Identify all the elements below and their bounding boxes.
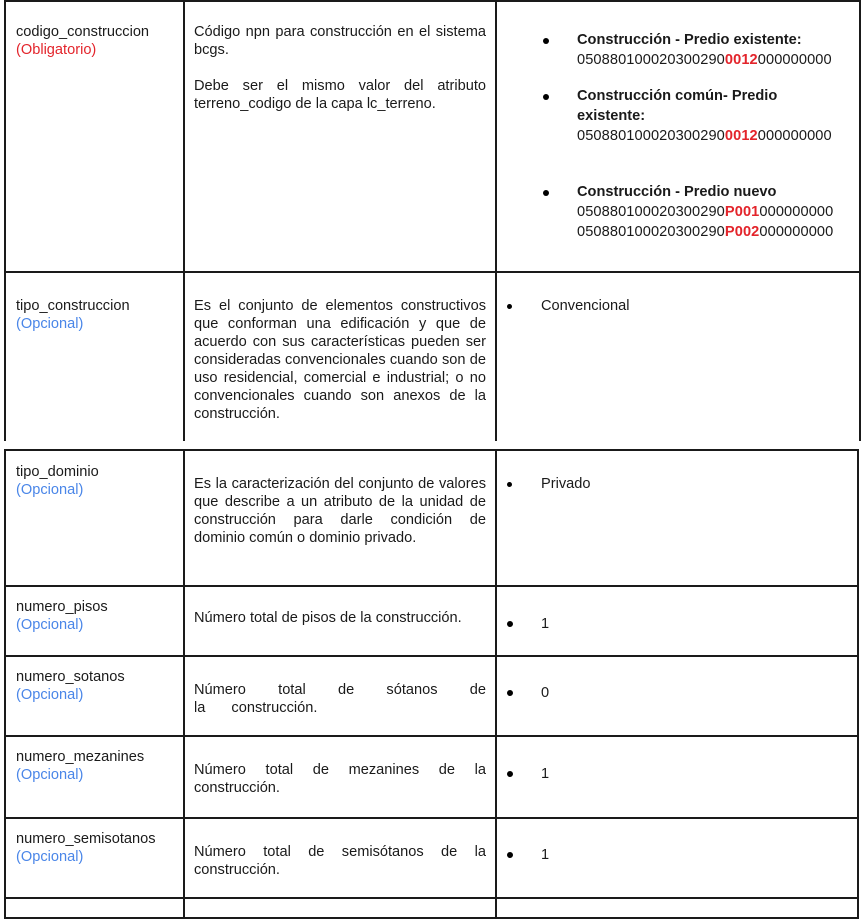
values-cell <box>496 736 858 818</box>
values-list <box>497 296 859 316</box>
highlighted-segment: 0012 <box>724 128 758 144</box>
requirement-label: (Obligatorio) <box>16 42 97 58</box>
description-paragraph: Número total de sótanos de la construcción. <box>194 682 486 716</box>
highlighted-segment: P002 <box>724 224 760 240</box>
highlighted-segment: 0012 <box>724 52 758 68</box>
example-code: 0508801000203002900012000000000 <box>577 52 832 68</box>
bullet-icon <box>507 690 513 696</box>
highlighted-segment: P001 <box>724 204 760 220</box>
attribute-name: numero_sotanos <box>16 669 125 685</box>
example-code: 050880100020300290P001000000000 <box>577 204 834 220</box>
attribute-table-part-1 <box>4 0 861 441</box>
values-cell <box>496 586 858 656</box>
bullet-icon <box>543 38 549 44</box>
description-paragraph: Es el conjunto de elementos constructivos que conforman una edificación y que de acuerdo con sus características pueden ser consideradas convencionales cuando son de uso residencial, comercial e industrial; o no convencionales cuando son anexos de la construcción. <box>194 298 486 422</box>
example-code: 050880100020300290P002000000000 <box>577 224 834 240</box>
value-text: 1 <box>541 616 550 632</box>
attribute-name: tipo_dominio <box>16 464 99 480</box>
bullet-icon <box>507 304 512 309</box>
value-text: 1 <box>541 766 550 782</box>
attribute-cell <box>5 656 184 736</box>
bullet-icon <box>543 190 549 196</box>
table-row-numero-semisotanos <box>5 818 858 898</box>
table-row-codigo-construccion <box>5 1 860 272</box>
description-paragraph: Es la caracterización del conjunto de valores que describe a un atributo de la unidad de construcción para darle condición de dominio común o dominio privado. <box>194 476 486 546</box>
description-cell <box>184 656 496 736</box>
values-list <box>497 683 857 703</box>
values-list <box>497 764 857 784</box>
values-cell <box>496 450 858 586</box>
description-paragraph: Número total de mezanines de la construcción. <box>194 762 486 796</box>
attribute-name: numero_pisos <box>16 599 108 615</box>
value-item <box>497 296 859 316</box>
description-paragraph: Debe ser el mismo valor del atributo terreno_codigo de la capa lc_terreno. <box>194 78 486 112</box>
value-item <box>497 764 857 784</box>
values-cell <box>496 656 858 736</box>
bullet-icon <box>507 852 513 858</box>
value-text: Privado <box>541 476 591 492</box>
table-row-tipo-construccion <box>5 272 860 441</box>
description-paragraph: Número total de semisótanos de la construcción. <box>194 844 486 878</box>
description-cell <box>184 736 496 818</box>
requirement-label: (Opcional) <box>16 687 84 703</box>
table-row-tipo-dominio <box>5 450 858 586</box>
bullet-icon <box>507 482 512 487</box>
value-text: 1 <box>541 847 550 863</box>
values-list <box>497 30 859 242</box>
value-item <box>497 683 857 703</box>
attribute-name: numero_semisotanos <box>16 831 156 847</box>
table-row-numero-pisos <box>5 586 858 656</box>
attribute-name: codigo_construccion <box>16 24 150 40</box>
table-row-numero-mezanines <box>5 736 858 818</box>
attribute-cell <box>5 586 184 656</box>
value-item <box>497 86 859 182</box>
bullet-icon <box>543 94 549 100</box>
description-paragraph: Número total de pisos de la construcción. <box>194 610 462 626</box>
attribute-cell <box>5 450 184 586</box>
description-cell <box>184 272 496 441</box>
description-cell <box>184 450 496 586</box>
description-cell <box>184 586 496 656</box>
attribute-name: numero_mezanines <box>16 749 145 765</box>
value-item <box>497 614 857 634</box>
requirement-label: (Opcional) <box>16 617 84 633</box>
value-text: 0 <box>541 685 550 701</box>
values-list <box>497 474 857 494</box>
next-row-fragment <box>5 898 858 918</box>
bullet-icon <box>507 771 513 777</box>
requirement-label: (Opcional) <box>16 767 84 783</box>
example-title: Construcción común- Predio existente: <box>577 88 778 124</box>
value-text: Convencional <box>541 298 630 314</box>
value-item <box>497 474 857 494</box>
values-list <box>497 845 857 865</box>
attribute-cell <box>5 736 184 818</box>
values-list <box>497 614 857 634</box>
requirement-label: (Opcional) <box>16 482 84 498</box>
value-item <box>497 30 859 74</box>
description-cell <box>184 1 496 272</box>
bullet-icon <box>507 621 513 627</box>
attribute-cell <box>5 272 184 441</box>
example-title: Construcción - Predio existente: <box>577 32 802 48</box>
values-cell <box>496 818 858 898</box>
example-title: Construcción - Predio nuevo <box>577 184 777 200</box>
values-cell <box>496 272 860 441</box>
values-cell <box>496 1 860 272</box>
example-code: 0508801000203002900012000000000 <box>577 128 832 144</box>
value-item <box>497 182 859 242</box>
table-row-numero-sotanos <box>5 656 858 736</box>
attribute-table-part-2 <box>4 449 859 919</box>
description-paragraph: Código npn para construcción en el sistema bcgs. <box>194 24 486 58</box>
description-cell <box>184 818 496 898</box>
attribute-name: tipo_construccion <box>16 298 130 314</box>
requirement-label: (Opcional) <box>16 849 84 865</box>
attribute-cell <box>5 1 184 272</box>
value-item <box>497 845 857 865</box>
attribute-cell <box>5 818 184 898</box>
requirement-label: (Opcional) <box>16 316 84 332</box>
